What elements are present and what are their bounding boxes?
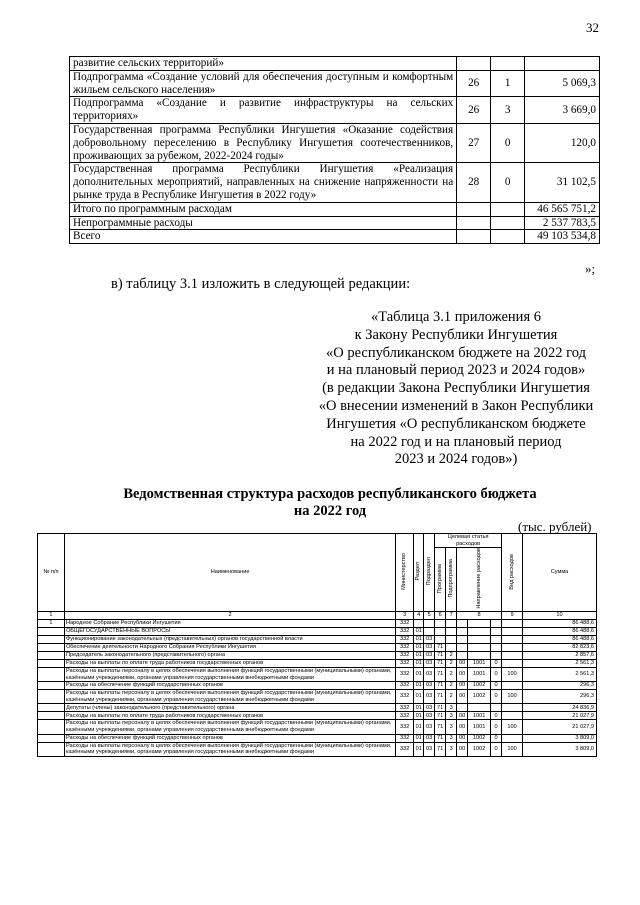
row-name: Народное Собрание Республики Ингушетия: [64, 619, 395, 627]
direction-part1: 00: [457, 667, 468, 681]
row-num: [38, 712, 65, 720]
direction-part2: [468, 619, 491, 627]
direction-part1: [457, 627, 468, 635]
program-code: 71: [435, 742, 446, 756]
row-num: [38, 635, 65, 643]
subsection-code: 03: [424, 659, 435, 667]
ministry-code: 332: [396, 635, 414, 643]
expense-type: [502, 643, 523, 651]
amount: 24 836,9: [523, 704, 597, 712]
expense-type: [502, 704, 523, 712]
header-row: [38, 534, 597, 548]
direction-part1: 00: [457, 712, 468, 720]
program-code: 71: [435, 643, 446, 651]
row-num: [38, 643, 65, 651]
subprogram-code: [446, 643, 457, 651]
amendment-instruction: в) таблицу 3.1 изложить в следующей редакции:: [111, 276, 411, 292]
epigraph-line: к Закону Республики Ингушетия: [354, 326, 558, 343]
subprogram-code: 3: [446, 742, 457, 756]
row-name: Подпрограмма «Создание и развитие инфраструктуры на сельских территориях»: [70, 97, 457, 124]
row-name: Государственная программа Республики Ингушетия «Реализация дополнительных мероприятий, направленных на снижение напряженности на рынке труда в Республике Ингушетия в 2022 году»: [70, 163, 457, 202]
amount: 2 561,3: [523, 667, 597, 681]
section-code: 01: [414, 720, 424, 734]
direction-part3: 0: [491, 712, 502, 720]
amount: 31 102,5: [525, 163, 600, 202]
direction-part1: 00: [457, 742, 468, 756]
subprogram-code: 2: [446, 690, 457, 704]
table-row: [70, 97, 600, 124]
ministry-code: 332: [396, 667, 414, 681]
header-ministry: Министерство: [401, 552, 408, 590]
direction-part2: [468, 627, 491, 635]
direction-part3: 0: [491, 734, 502, 742]
subprogram-code: 0: [491, 163, 525, 202]
row-num: [38, 704, 65, 712]
direction-part3: [491, 627, 502, 635]
subsection-code: 03: [424, 635, 435, 643]
ministry-code: 332: [396, 734, 414, 742]
subprogram-code: 2: [446, 659, 457, 667]
amount: 3 809,0: [523, 734, 597, 742]
subsection-code: [424, 619, 435, 627]
row-num: [38, 659, 65, 667]
expense-type: [502, 635, 523, 643]
program-code: 27: [457, 123, 491, 162]
row-num: [38, 651, 65, 659]
direction-part2: 1002: [468, 682, 491, 690]
subprogram-code: 3: [446, 720, 457, 734]
epigraph-line: 2023 и 2024 годов»): [394, 451, 518, 468]
direction-part2: [468, 651, 491, 659]
row-name: Расходы на обеспечение функций государственных органов: [64, 682, 395, 690]
table-row: [38, 627, 597, 635]
subprogram-code: 1: [491, 70, 525, 97]
departmental-structure-table: [37, 533, 597, 757]
epigraph-line: и на плановый период 2023 и 2024 годов»: [326, 362, 586, 379]
header-target: Целевая статья расходов: [435, 534, 502, 548]
section-code: [414, 619, 424, 627]
table-row: [38, 742, 597, 756]
row-name: Расходы на выплаты персоналу в целях обеспечения выполнения функций государственными (муниципальными) органами, казёнными учреждениями, органами управления государственными внебюджетными фондами: [64, 720, 395, 734]
table-row: [38, 734, 597, 742]
ministry-code: 332: [396, 627, 414, 635]
ministry-code: 332: [396, 690, 414, 704]
direction-part2: 1002: [468, 734, 491, 742]
expense-type: 100: [502, 690, 523, 704]
header-type: Вид расходов: [508, 553, 515, 590]
subsection-code: 03: [424, 651, 435, 659]
ministry-code: 332: [396, 742, 414, 756]
epigraph-line: «О республиканском бюджете на 2022 год: [326, 344, 586, 361]
table-row: [70, 123, 600, 162]
expense-type: [502, 619, 523, 627]
amount: 82 823,6: [523, 643, 597, 651]
table-row: [70, 202, 600, 216]
amount: 2 537 783,5: [525, 216, 600, 230]
direction-part2: 1002: [468, 742, 491, 756]
expense-type: [502, 659, 523, 667]
program-expenses-table: [69, 56, 600, 244]
subsection-code: 03: [424, 734, 435, 742]
program-code: 71: [435, 712, 446, 720]
table-row: [70, 70, 600, 97]
subsection-code: 03: [424, 712, 435, 720]
header-subprogram: Подпрограмма: [447, 559, 454, 598]
subprogram-code: [446, 619, 457, 627]
section-code: 01: [414, 690, 424, 704]
section-code: 01: [415, 660, 422, 667]
amount: 3 669,0: [525, 97, 600, 124]
section-code: 01: [414, 667, 424, 681]
table-epigraph: [296, 309, 616, 469]
direction-part3: [491, 651, 502, 659]
direction-part1: [457, 651, 468, 659]
ministry-code: 332: [396, 619, 414, 627]
direction-part2: 1001: [468, 667, 491, 681]
direction-part1: 00: [457, 682, 468, 690]
row-name: Расходы на выплаты персоналу в целях обеспечения выполнения функций государственными (муниципальными) органами, казёнными учреждениями, органами управления государственными внебюджетными фондами: [64, 690, 395, 704]
header-num: № п/п: [38, 534, 65, 612]
subprogram-code: 2: [446, 667, 457, 681]
subprogram-code: 3: [446, 704, 457, 712]
subsection-code: 03: [424, 667, 435, 681]
row-name: ОБЩЕГОСУДАРСТВЕННЫЕ ВОПРОСЫ: [64, 627, 395, 635]
direction-part1: 00: [457, 690, 468, 704]
ministry-code: 332: [396, 651, 414, 659]
direction-part2: 1002: [468, 690, 491, 704]
direction-part2: 1001: [468, 712, 491, 720]
ministry-code: 332: [396, 682, 414, 690]
document-title: Ведомственная структура расходов республиканского бюджета на 2022 год: [123, 486, 537, 519]
program-code: [435, 619, 446, 627]
amount: 3 809,0: [523, 742, 597, 756]
program-code: 71: [435, 690, 446, 704]
amount: 296,3: [523, 682, 597, 690]
subsection-code: 03: [424, 704, 435, 712]
row-num: [38, 627, 65, 635]
ministry-code: 332: [396, 712, 414, 720]
row-num: [38, 742, 65, 756]
program-code: 71: [435, 720, 446, 734]
amount: 46 565 751,2: [525, 202, 600, 216]
ministry-code: 332: [396, 643, 414, 651]
ministry-code: 332: [396, 659, 414, 667]
section-code: 01: [415, 682, 422, 689]
table-row: [38, 712, 597, 720]
subprogram-code: 3: [446, 734, 457, 742]
row-name: Депутаты (члены) законодательного (представительного) органа: [64, 704, 395, 712]
direction-part3: [491, 704, 502, 712]
subsection-code: 03: [424, 682, 435, 690]
amount: 5 069,3: [525, 70, 600, 97]
amount: 21 027,9: [523, 720, 597, 734]
header-direction: Направление расходов: [475, 548, 482, 609]
epigraph-line: Ингушетия «О республиканском бюджете: [326, 415, 586, 432]
direction-part3: 0: [491, 682, 502, 690]
page-number: 32: [586, 20, 599, 35]
program-code: [435, 635, 446, 643]
row-name: Расходы на выплаты персоналу в целях обеспечения выполнения функций государственными (муниципальными) органами, казёнными учреждениями, органами управления государственными внебюджетными фондами: [64, 667, 395, 681]
row-name: Расходы на выплаты персоналу в целях обеспечения выполнения функций государственными (муниципальными) органами, казёнными учреждениями, органами управления государственными внебюджетными фондами: [64, 742, 395, 756]
row-name: Непрограммные расходы: [70, 216, 457, 230]
header-program: Программа: [436, 563, 443, 594]
table-row: [38, 720, 597, 734]
amount: 120,0: [525, 123, 600, 162]
program-code: 71: [435, 667, 446, 681]
amount: 21 027,9: [523, 712, 597, 720]
row-num: [38, 682, 65, 690]
subprogram-code: 2: [446, 651, 457, 659]
table-row: [70, 216, 600, 230]
direction-part3: [491, 619, 502, 627]
closing-quote: »;: [585, 261, 596, 276]
table-row: [38, 682, 597, 690]
section-code: 01: [415, 652, 422, 659]
direction-part3: 0: [491, 659, 502, 667]
epigraph-line: на 2022 год и на плановый период: [350, 433, 562, 450]
expense-type: 100: [502, 667, 523, 681]
epigraph-line: (в редакции Закона Республики Ингушетия: [322, 380, 590, 397]
table-row: [38, 667, 597, 681]
header-name: Наименование: [64, 534, 395, 612]
row-num: [38, 734, 65, 742]
table-row: [38, 704, 597, 712]
table-row: [70, 163, 600, 202]
amount: 86 488,6: [523, 635, 597, 643]
subprogram-code: [446, 635, 457, 643]
table-body: [38, 619, 597, 756]
direction-part3: [491, 635, 502, 643]
subsection-code: [424, 627, 435, 635]
direction-part2: [468, 635, 491, 643]
program-code: 71: [435, 659, 446, 667]
program-code: 26: [457, 70, 491, 97]
program-code: [435, 627, 446, 635]
row-name: Расходы на обеспечение функций государственных органов: [64, 734, 395, 742]
direction-part2: 1001: [468, 659, 491, 667]
row-num: 1: [38, 619, 65, 627]
direction-part3: [491, 643, 502, 651]
row-name: Расходы на выплаты по оплате труда работников государственных органов: [64, 712, 395, 720]
table-row: [38, 635, 597, 643]
program-code: 71: [435, 651, 446, 659]
direction-part1: [457, 635, 468, 643]
row-num: [38, 690, 65, 704]
ministry-code: 332: [396, 704, 414, 712]
section-code: 01: [415, 704, 422, 711]
section-code: 01: [414, 742, 424, 756]
table-row: [38, 690, 597, 704]
row-name: Государственная программа Республики Ингушетия «Оказание содействия добровольному переселению в Республику Ингушетия соотечественников, проживающих за рубежом, 2022-2024 годы»: [70, 123, 457, 162]
subprogram-code: 3: [446, 712, 457, 720]
section-code: 01: [415, 636, 422, 643]
expense-type: [502, 651, 523, 659]
row-num: [38, 667, 65, 681]
row-name: Подпрограмма «Создание условий для обеспечения доступным и комфортным жильем сельского населения»: [70, 70, 457, 97]
table-row: [70, 230, 600, 244]
subprogram-code: 2: [446, 682, 457, 690]
program-code: 28: [457, 163, 491, 202]
header-sum: Сумма: [523, 534, 597, 612]
expense-type: [502, 627, 523, 635]
table-row: [38, 643, 597, 651]
direction-part3: 0: [491, 690, 502, 704]
subsection-code: 03: [424, 720, 435, 734]
section-code: 01: [415, 628, 422, 635]
direction-part3: 0: [491, 720, 502, 734]
section-code: 01: [415, 734, 422, 741]
ministry-code: 332: [396, 720, 414, 734]
amount: 2 561,3: [523, 659, 597, 667]
epigraph-line: «Таблица 3.1 приложения 6: [371, 309, 541, 325]
direction-part2: [468, 643, 491, 651]
section-code: 01: [415, 644, 422, 651]
subprogram-code: [446, 627, 457, 635]
row-name: Обеспечение деятельности Народного Собрания Республики Ингушетия: [64, 643, 395, 651]
row-name: Функционирование законодательных (представительных) органов государственной власти: [64, 635, 395, 643]
program-code: 71: [435, 734, 446, 742]
direction-part1: [457, 619, 468, 627]
amount: 296,3: [523, 690, 597, 704]
direction-part3: 0: [491, 742, 502, 756]
row-name: Расходы на выплаты по оплате труда работников государственных органов: [64, 659, 395, 667]
expense-type: 100: [502, 742, 523, 756]
table-row: [38, 619, 597, 627]
header-subsection: Подраздел: [425, 557, 432, 586]
subprogram-code: 0: [491, 123, 525, 162]
amount: 86 488,6: [523, 619, 597, 627]
row-num: [38, 720, 65, 734]
program-code: 26: [457, 97, 491, 124]
subsection-code: 03: [424, 690, 435, 704]
direction-part1: 00: [457, 720, 468, 734]
subsection-code: 03: [424, 643, 435, 651]
program-code: 71: [435, 704, 446, 712]
expense-type: 100: [502, 720, 523, 734]
row-name: развитие сельских территорий»: [70, 57, 457, 71]
epigraph-line: «О внесении изменений в Закон Республики: [318, 397, 594, 414]
section-code: 01: [415, 712, 422, 719]
expense-type: [502, 734, 523, 742]
row-name: Всего: [70, 230, 457, 244]
row-name: Итого по программным расходам: [70, 202, 457, 216]
direction-part1: 00: [457, 659, 468, 667]
header-section: Раздел: [415, 562, 422, 581]
direction-part3: 0: [491, 667, 502, 681]
program-code: 71: [435, 682, 446, 690]
subsection-code: 03: [424, 742, 435, 756]
table-row: [70, 57, 600, 71]
amount: 49 103 534,8: [525, 230, 600, 244]
direction-part2: 1001: [468, 720, 491, 734]
table-row: [38, 659, 597, 667]
direction-part1: 00: [457, 734, 468, 742]
expense-type: [502, 682, 523, 690]
amount: 2 857,6: [523, 651, 597, 659]
direction-part2: [468, 704, 491, 712]
direction-part1: [457, 643, 468, 651]
expense-type: [502, 712, 523, 720]
row-name: Председатель законодательного (представительного) органа: [64, 651, 395, 659]
amount: 86 488,6: [523, 627, 597, 635]
direction-part1: [457, 704, 468, 712]
table-row: [38, 651, 597, 659]
subprogram-code: 3: [491, 97, 525, 124]
units-label: (тыс. рублей): [518, 519, 592, 534]
column-numbers-row: 1 2 3 4 5 6 7 8 9 10: [38, 612, 597, 620]
